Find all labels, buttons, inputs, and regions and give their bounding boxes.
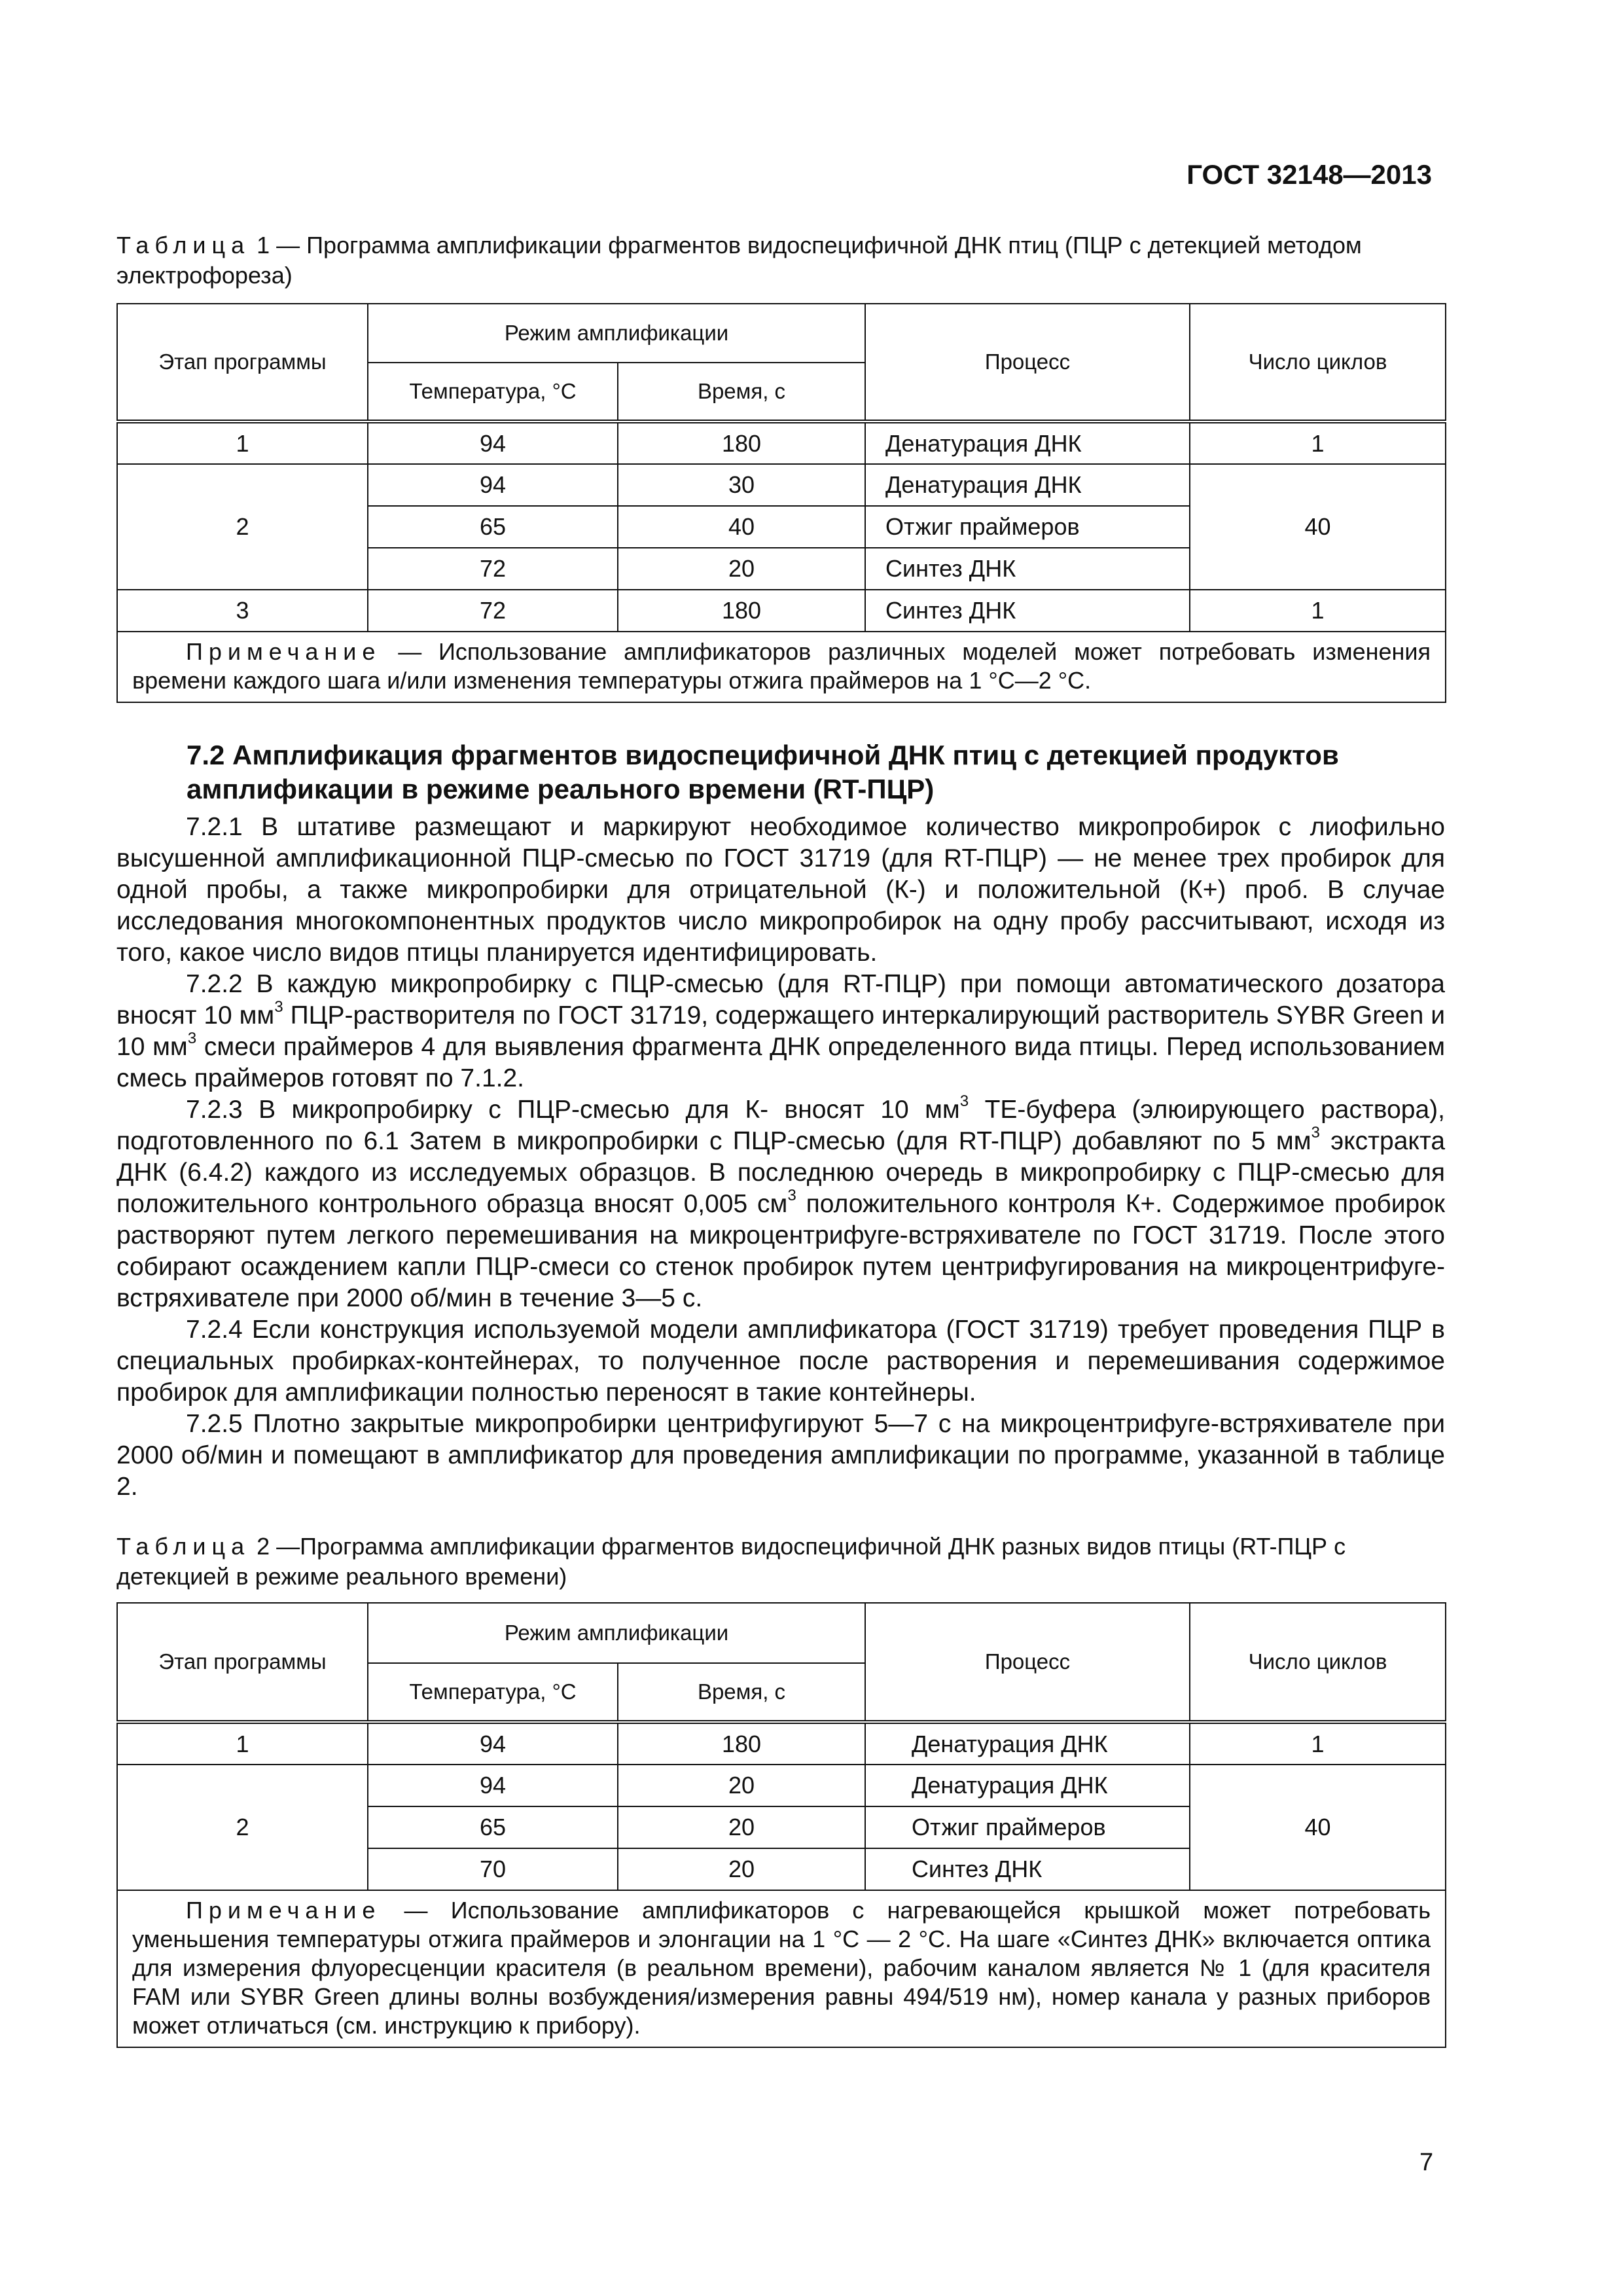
paragraph-7-2-4: 7.2.4 Если конструкция используемой модели амплификатора (ГОСТ 31719) требует проведения ПЦР в специальных пробирках-контейнерах, то полученное после растворения и перемешивания содержимое пробирок для амплификации полностью переносят в такие контейнеры. [116, 1316, 1445, 1407]
table-row [117, 464, 1446, 506]
process-cell [865, 464, 1190, 506]
section-body [116, 812, 1445, 1503]
stage-cell: 2 [117, 464, 368, 590]
cycles-cell: 40 [1190, 1765, 1446, 1890]
cycles-cell: 1 [1190, 1722, 1446, 1765]
process-cell [865, 506, 1190, 548]
table-row [117, 1765, 1446, 1806]
superscript: 3 [787, 1186, 796, 1204]
process-cell [865, 1765, 1190, 1806]
table2-caption-label: Таблица [116, 1533, 251, 1560]
table2-note-row [117, 1890, 1446, 2047]
table1-caption-label: Таблица [116, 232, 251, 259]
paragraph-text: 7.2.2 В каждую микропробирку с ПЦР-смесью (для RT-ПЦР) при помощи автоматического дозатора вносят 10 мм [116, 970, 1445, 1030]
table1 [116, 303, 1446, 703]
table2-header-mode: Режим амплификации [368, 1603, 865, 1663]
paragraph-text: 7.2.3 В микропробирку с ПЦР-смесью для К- вносят 10 мм [186, 1096, 960, 1124]
process-cell [865, 1722, 1190, 1765]
table1-caption [116, 230, 1445, 291]
paragraph-7-2-1: 7.2.1 В штативе размещают и маркируют необходимое количество микропробирок с лиофильно высушенной амплификационной ПЦР-смесью по ГОСТ 31719 (для RT-ПЦР) — не менее трех пробирок для одной пробы, а также микропробирки для отрицательной (К-) и положительной (К+) проб. В случае исследования многокомпонентных продуктов число микропробирок на одну пробу рассчитывают, исходя из того, какое число видов птицы планируется идентифицировать. [116, 813, 1445, 967]
paragraph-text: экстракта ДНК (6.4.2) каждого из исследуемых образцов. В последнюю очередь в микропробирку с ПЦР-смесью для положительного контрольного образца вносят 0,005 см [116, 1127, 1446, 1218]
table1-note [117, 632, 1446, 702]
table1-header-stage: Этап программы [117, 304, 368, 422]
cycles-cell: 40 [1190, 464, 1446, 590]
process-text: Синтез ДНК [885, 555, 1016, 582]
paragraph-7-2-2 [116, 969, 1445, 1094]
table2-caption [116, 1532, 1445, 1592]
time-cell: 180 [618, 590, 865, 632]
paragraph-text: смеси праймеров 4 для выявления фрагмента ДНК определенного вида птицы. Перед использованием смесь праймеров готовят по 7.1.2. [116, 1033, 1446, 1092]
temperature-cell: 65 [368, 1806, 618, 1848]
table2-header-stage: Этап программы [117, 1603, 368, 1722]
document-code: ГОСТ 32148—2013 [1186, 159, 1432, 190]
table2-header-row [117, 1603, 1446, 1663]
superscript: 3 [959, 1092, 969, 1110]
time-cell: 20 [618, 1806, 865, 1848]
process-text: Денатурация ДНК [885, 429, 1082, 457]
temperature-cell: 94 [368, 464, 618, 506]
time-cell: 20 [618, 548, 865, 590]
table1-note-label: Примечание [186, 638, 382, 665]
table1-note-text: — Использование амплификаторов различных моделей может потребовать изменения времени каждого шага и/или изменения температуры отжига праймеров на 1 °С—2 °С. [132, 638, 1431, 694]
table-row [117, 590, 1446, 632]
table2 [116, 1602, 1446, 2048]
paragraph-text: ПЦР-растворителя по ГОСТ 31719, содержащего интеркалирующий растворитель SYBR Green и 10 мм [116, 1001, 1445, 1061]
paragraph-7-2-5: 7.2.5 Плотно закрытые микропробирки центрифугируют 5—7 с на микроцентрифуге-встряхивателе при 2000 об/мин и помещают в амплификатор для проведения амплификации по программе, указанной в таблице 2. [116, 1410, 1445, 1501]
table2-header-temperature: Температура, °С [368, 1663, 618, 1722]
table1-header-time: Время, с [618, 363, 865, 422]
temperature-cell: 72 [368, 590, 618, 632]
table1-header-mode: Режим амплификации [368, 304, 865, 363]
time-cell: 20 [618, 1848, 865, 1890]
process-text: Денатурация ДНК [912, 1772, 1108, 1799]
process-text: Денатурация ДНК [912, 1730, 1108, 1757]
time-cell: 20 [618, 1765, 865, 1806]
stage-cell: 2 [117, 1765, 368, 1890]
table2-header-time: Время, с [618, 1663, 865, 1722]
process-text: Отжиг праймеров [885, 513, 1080, 540]
table2-note-text: — Использование амплификаторов с нагревающейся крышкой может потребовать уменьшения температуры отжига праймеров и элонгации на 1 °С — 2 °С. На шаге «Синтез ДНК» включается оптика для измерения флуоресценции красителя (в реальном времени), рабочим каналом является № 1 (для красителя FAM или SYBR Green длины волны возбуждения/измерения равны 494/519 нм), номер канала у разных приборов может отличаться (см. инструкцию к прибору). [132, 1897, 1431, 2039]
process-text: Синтез ДНК [885, 597, 1016, 624]
table1-caption-text: 1 — Программа амплификации фрагментов видоспецифичной ДНК птиц (ПЦР с детекцией методом электрофореза) [116, 232, 1362, 289]
page-number: 7 [1419, 2149, 1434, 2176]
table-row [117, 422, 1446, 464]
table1-header-temperature: Температура, °С [368, 363, 618, 422]
table2-note [117, 1890, 1446, 2047]
table2-header-cycles: Число циклов [1190, 1603, 1446, 1722]
stage-cell: 1 [117, 422, 368, 464]
superscript: 3 [274, 997, 283, 1016]
table2-caption-text: 2 —Программа амплификации фрагментов видоспецифичной ДНК разных видов птицы (RT-ПЦР с детекцией в режиме реального времени) [116, 1533, 1346, 1590]
time-cell: 180 [618, 1722, 865, 1765]
process-cell [865, 590, 1190, 632]
temperature-cell: 94 [368, 1722, 618, 1765]
temperature-cell: 65 [368, 506, 618, 548]
paragraph-text: положительного контроля К+. Содержимое пробирок растворяют путем легкого перемешивания на микроцентрифуге-встряхивателе по ГОСТ 31719. После этого собирают осаждением капли ПЦР-смеси со стенок пробирок путем центрифугирования на микроцентрифуге-встряхивателе при 2000 об/мин в течение 3—5 с. [116, 1190, 1445, 1312]
superscript: 3 [187, 1029, 197, 1047]
table1-header-row [117, 304, 1446, 363]
table2-header-process: Процесс [865, 1603, 1190, 1722]
time-cell: 30 [618, 464, 865, 506]
time-cell: 180 [618, 422, 865, 464]
process-text: Синтез ДНК [912, 1856, 1043, 1882]
paragraph-7-2-3 [116, 1094, 1445, 1314]
table1-note-row [117, 632, 1446, 702]
table2-note-label: Примечание [186, 1897, 382, 1924]
cycles-cell: 1 [1190, 590, 1446, 632]
section-title: 7.2 Амплификация фрагментов видоспецифичной ДНК птиц с детекцией продуктов амплификации в режиме реального времени (RT-ПЦР) [187, 740, 1339, 804]
process-cell [865, 548, 1190, 590]
time-cell: 40 [618, 506, 865, 548]
process-cell [865, 1806, 1190, 1848]
superscript: 3 [1311, 1123, 1320, 1141]
process-text: Отжиг праймеров [912, 1814, 1106, 1840]
process-cell [865, 422, 1190, 464]
table1-header-cycles: Число циклов [1190, 304, 1446, 422]
process-cell [865, 1848, 1190, 1890]
table1-header-process: Процесс [865, 304, 1190, 422]
table-row [117, 1722, 1446, 1765]
paragraph-text: ТЕ-буфера (элюирующего раствора), подготовленного по 6.1 Затем в микропробирки с ПЦР-смесью (для RT-ПЦР) добавляют по 5 мм [116, 1096, 1445, 1155]
cycles-cell: 1 [1190, 422, 1446, 464]
stage-cell: 1 [117, 1722, 368, 1765]
stage-cell: 3 [117, 590, 368, 632]
temperature-cell: 70 [368, 1848, 618, 1890]
temperature-cell: 94 [368, 422, 618, 464]
temperature-cell: 72 [368, 548, 618, 590]
process-text: Денатурация ДНК [885, 471, 1082, 498]
temperature-cell: 94 [368, 1765, 618, 1806]
